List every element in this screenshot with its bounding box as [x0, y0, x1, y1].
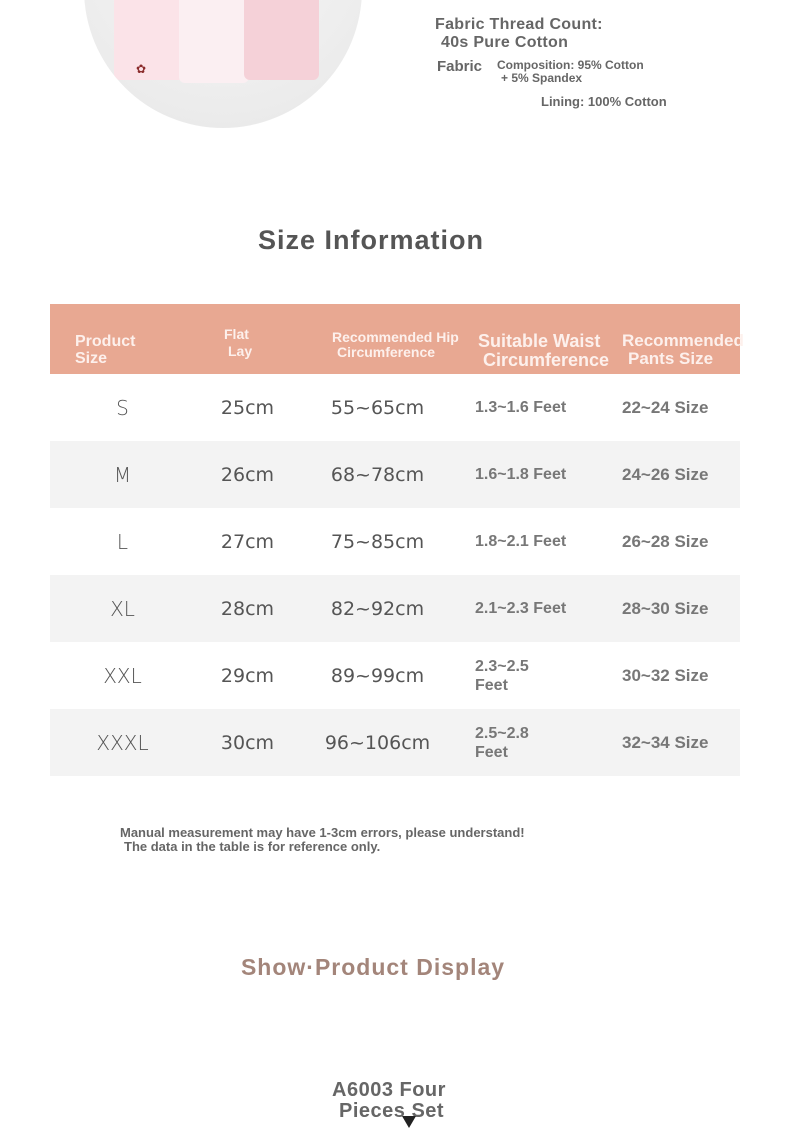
fabric-composition: Composition: 95% Cotton + 5% Spandex [497, 58, 644, 85]
cell-flat-lay: 28cm [220, 597, 275, 620]
table-header [50, 304, 744, 374]
cell-size: L [116, 529, 129, 554]
cell-hip: 55~65cm [330, 396, 425, 419]
header-pants-size: Recommended Pants Size [622, 331, 744, 368]
cell-size: XL [110, 596, 135, 621]
set-name: A6003 Four Pieces Set [332, 1079, 446, 1122]
cell-pants: 30~32 Size [622, 665, 709, 685]
cell-hip: 68~78cm [330, 463, 425, 486]
cell-waist: 2.3~2.5 Feet [475, 657, 529, 694]
arrow-down-icon [402, 1116, 416, 1128]
cell-flat-lay: 30cm [220, 731, 275, 754]
cell-hip: 96~106cm [324, 731, 431, 754]
cell-flat-lay: 27cm [220, 530, 275, 553]
table-row [50, 508, 740, 575]
cell-pants: 32~34 Size [622, 732, 709, 752]
cell-pants: 24~26 Size [622, 464, 709, 484]
product-roll-rose [244, 0, 319, 80]
product-photo [84, 0, 362, 128]
fabric-label: Fabric [437, 58, 483, 75]
cell-hip: 75~85cm [330, 530, 425, 553]
cell-size: XXXL [96, 730, 149, 755]
table-row [50, 709, 740, 776]
table-row [50, 441, 740, 508]
cell-flat-lay: 29cm [220, 664, 275, 687]
cell-waist: 2.1~2.3 Feet [475, 600, 567, 617]
cell-waist: 1.3~1.6 Feet [475, 399, 567, 416]
cell-pants: 22~24 Size [622, 397, 709, 417]
header-waist-circumference: Suitable Waist Circumference [478, 331, 610, 370]
cell-waist: 1.8~2.1 Feet [475, 533, 567, 550]
cell-waist: 1.6~1.8 Feet [475, 466, 567, 483]
table-row [50, 374, 740, 441]
product-display-title: Show·Product Display [240, 954, 506, 980]
cell-flat-lay: 26cm [220, 463, 275, 486]
thread-count-spec: Fabric Thread Count: 40s Pure Cotton [435, 16, 603, 51]
cell-size: XXL [103, 663, 142, 688]
cell-pants: 28~30 Size [622, 598, 709, 618]
header-hip-circumference: Recommended Hip Circumference [332, 329, 459, 360]
table-row [50, 575, 740, 642]
header-product-size: Product Size [75, 333, 136, 367]
size-information-title: Size Information [257, 225, 484, 255]
cell-size: S [116, 395, 129, 420]
product-roll-white [179, 0, 249, 83]
table-row [50, 642, 740, 709]
bow-icon: ✿ [136, 62, 147, 76]
lining-spec: Lining: 100% Cotton [541, 94, 667, 109]
cell-hip: 82~92cm [330, 597, 425, 620]
cell-flat-lay: 25cm [220, 396, 275, 419]
cell-pants: 26~28 Size [622, 531, 709, 551]
measurement-note: Manual measurement may have 1-3cm errors, please understand! The data in the table is for reference only. [120, 825, 525, 854]
header-flat-lay: Flat Lay [224, 326, 253, 359]
cell-waist: 2.5~2.8 Feet [475, 724, 529, 761]
size-table [50, 304, 744, 776]
cell-size: M [113, 462, 132, 487]
cell-hip: 89~99cm [330, 664, 425, 687]
product-roll-pink [114, 0, 184, 80]
